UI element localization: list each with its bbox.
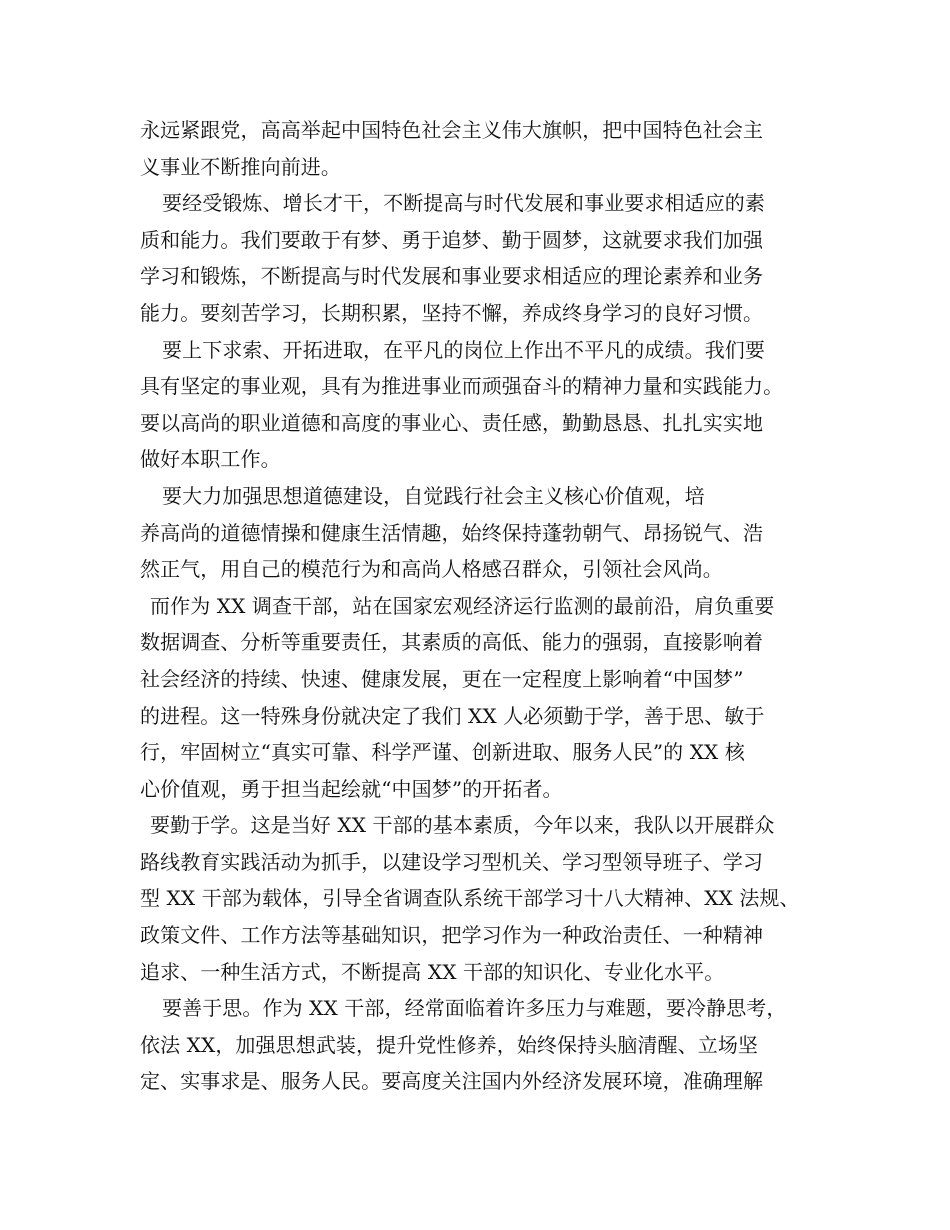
text-line: 然正气，用自己的模范行为和高尚人格感召群众，引领社会风尚。: [140, 557, 723, 582]
paragraph-start-line: 要上下求索、开拓进取，在平凡的岗位上作出不平凡的成绩。我们要: [162, 337, 765, 362]
text-line: 做好本职工作。: [140, 447, 281, 472]
paragraph-start-line: 要勤于学。这是当好 XX 干部的基本素质，今年以来，我队以开展群众: [150, 813, 775, 838]
text-line: 能力。要刻苦学习，长期积累，坚持不懈，养成终身学习的良好习惯。: [140, 300, 764, 325]
paragraph-start-line: 而作为 XX 调查干部，站在国家宏观经济运行监测的最前沿，肩负重要: [150, 593, 775, 618]
text-line: 政策文件、工作方法等基础知识，把学习作为一种政治责任、一种精神: [140, 923, 764, 948]
text-line: 永远紧跟党，高高举起中国特色社会主义伟大旗帜，把中国特色社会主: [140, 118, 764, 142]
text-line: 具有坚定的事业观，具有为推进事业而顽强奋斗的精神力量和实践能力。: [140, 374, 784, 399]
text-line: 定、实事求是、服务人民。要高度关注国内外经济发展环境，准确理解: [140, 1069, 764, 1094]
text-line: 学习和锻炼，不断提高与时代发展和事业要求相适应的理论素养和业务: [140, 264, 764, 289]
text-line: 质和能力。我们要敢于有梦、勇于追梦、勤于圆梦，这就要求我们加强: [140, 227, 764, 252]
text-line: 心价值观，勇于担当起绘就“中国梦”的开拓者。: [140, 776, 563, 801]
text-line: 行，牢固树立“真实可靠、科学严谨、创新进取、服务人民”的 XX 核: [140, 740, 745, 765]
text-line: 依法 XX，加强思想武装，提升党性修养，始终保持头脑清醒、立场坚: [140, 1032, 759, 1057]
paragraph-start-line: 要经受锻炼、增长才干，不断提高与时代发展和事业要求相适应的素: [162, 191, 765, 216]
text-line: 路线教育实践活动为抓手，以建设学习型机关、学习型领导班子、学习: [140, 849, 764, 874]
text-line: 养高尚的道德情操和健康生活情趣，始终保持蓬勃朝气、昂扬锐气、浩: [140, 520, 764, 545]
body-text: [140, 112, 830, 1100]
text-line: 义事业不断推向前进。: [140, 154, 341, 179]
text-line: 型 XX 干部为载体，引导全省调查队系统干部学习十八大精神、XX 法规、: [140, 886, 800, 911]
text-line: 数据调查、分析等重要责任，其素质的高低、能力的强弱，直接影响着: [140, 630, 764, 655]
text-line: 社会经济的持续、快速、健康发展，更在一定程度上影响着“中国梦”: [140, 666, 744, 691]
text-line: 追求、一种生活方式，不断提高 XX 干部的知识化、专业化水平。: [140, 959, 725, 984]
text-line: 要以高尚的职业道德和高度的事业心、责任感，勤勤恳恳、扎扎实实地: [140, 410, 764, 435]
paragraph-start-line: 要善于思。作为 XX 干部，经常面临着许多压力与难题，要冷静思考，: [162, 996, 787, 1021]
paragraph-start-line: 要大力加强思想道德建设，自觉践行社会主义核心价值观，培: [162, 483, 705, 508]
text-line: 的进程。这一特殊身份就决定了我们 XX 人必须勤于学，善于思、敏于: [140, 703, 765, 728]
